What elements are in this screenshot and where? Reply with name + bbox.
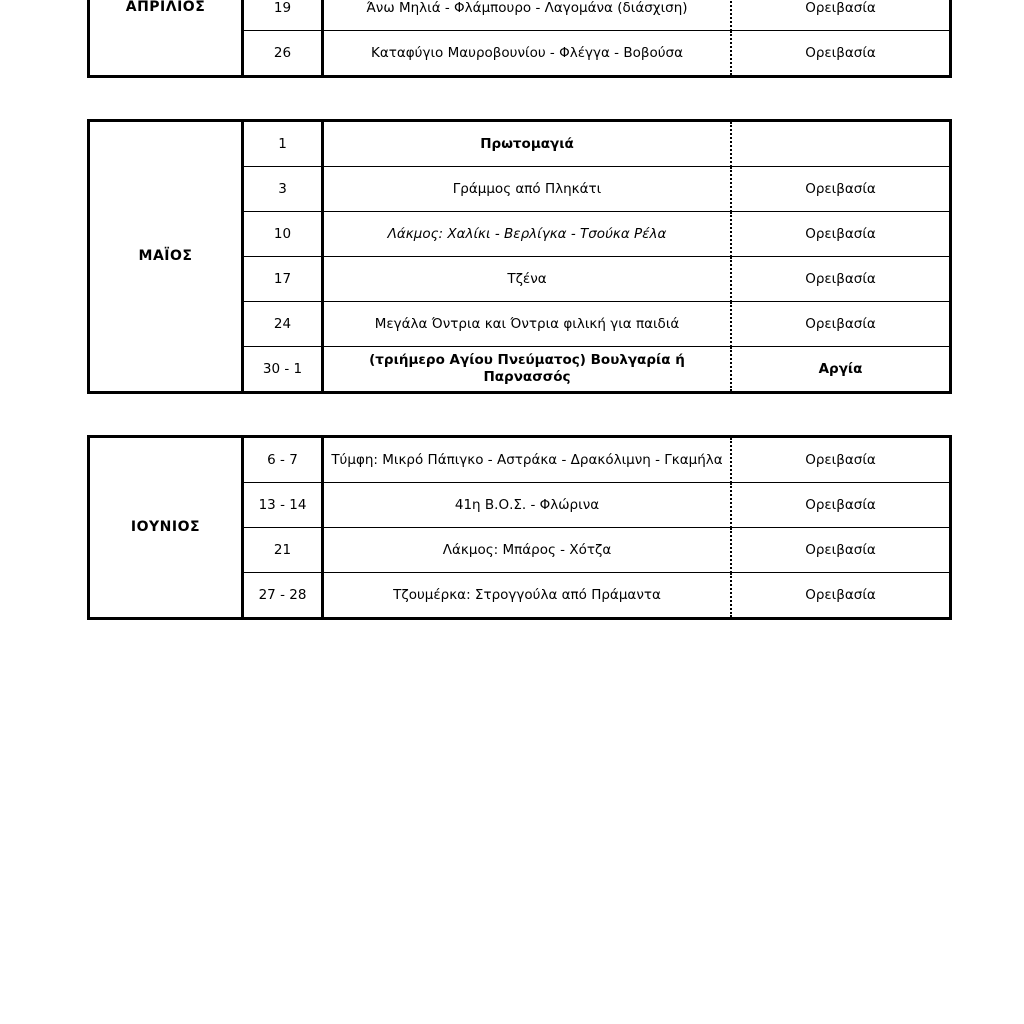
table-row (89, 121, 951, 167)
block-gap (0, 394, 1024, 435)
activity-cell: Γράμμος από Πληκάτι (323, 167, 732, 212)
type-cell: Αργία (731, 347, 951, 393)
date-cell: 30 - 1 (243, 347, 323, 393)
month-table (87, 435, 952, 620)
month-name-cell: ΑΠΡΙΛΙΟΣ (89, 0, 243, 77)
activity-cell: Καταφύγιο Μαυροβουνίου - Φλέγγα - Βοβούσα (323, 31, 732, 77)
table-row (89, 437, 951, 483)
date-cell: 3 (243, 167, 323, 212)
type-cell: Ορειβασία (731, 31, 951, 77)
date-cell: 6 - 7 (243, 437, 323, 483)
activity-cell: Λάκμος: Χαλίκι - Βερλίγκα - Τσούκα Ρέλα (323, 212, 732, 257)
type-cell: Ορειβασία (731, 302, 951, 347)
month-name-cell: ΜΑΪΟΣ (89, 121, 243, 393)
type-cell: Ορειβασία (731, 167, 951, 212)
date-cell: 10 (243, 212, 323, 257)
date-cell: 17 (243, 257, 323, 302)
activity-cell: (τριήμερο Αγίου Πνεύματος) Βουλγαρία ή Παρνασσός (323, 347, 732, 393)
activity-cell: 41η Β.Ο.Σ. - Φλώρινα (323, 483, 732, 528)
date-cell: 24 (243, 302, 323, 347)
activity-cell: Λάκμος: Μπάρος - Χότζα (323, 528, 732, 573)
date-cell: 19 (243, 0, 323, 31)
type-cell: Ορειβασία (731, 437, 951, 483)
activity-cell: Πρωτομαγιά (323, 121, 732, 167)
date-cell: 21 (243, 528, 323, 573)
month-name-cell: ΙΟΥΝΙΟΣ (89, 437, 243, 619)
month-block (0, 435, 1024, 620)
type-cell (731, 121, 951, 167)
block-gap (0, 78, 1024, 119)
type-cell: Ορειβασία (731, 483, 951, 528)
month-block (0, 119, 1024, 394)
date-cell: 1 (243, 121, 323, 167)
activity-cell: Τζουμέρκα: Στρογγούλα από Πράμαντα (323, 573, 732, 619)
date-cell: 27 - 28 (243, 573, 323, 619)
activity-cell: Τζένα (323, 257, 732, 302)
type-cell: Ορειβασία (731, 528, 951, 573)
month-table (87, 0, 952, 78)
type-cell: Ορειβασία (731, 573, 951, 619)
date-cell: 13 - 14 (243, 483, 323, 528)
type-cell: Ορειβασία (731, 0, 951, 31)
month-table (87, 119, 952, 394)
activity-cell: Άνω Μηλιά - Φλάμπουρο - Λαγομάνα (διάσχιση) (323, 0, 732, 31)
month-block (0, 0, 1024, 78)
date-cell: 26 (243, 31, 323, 77)
type-cell: Ορειβασία (731, 212, 951, 257)
type-cell: Ορειβασία (731, 257, 951, 302)
activity-cell: Μεγάλα Όντρια και Όντρια φιλική για παιδιά (323, 302, 732, 347)
activity-cell: Τύμφη: Μικρό Πάπιγκο - Αστράκα - Δρακόλιμνη - Γκαμήλα (323, 437, 732, 483)
